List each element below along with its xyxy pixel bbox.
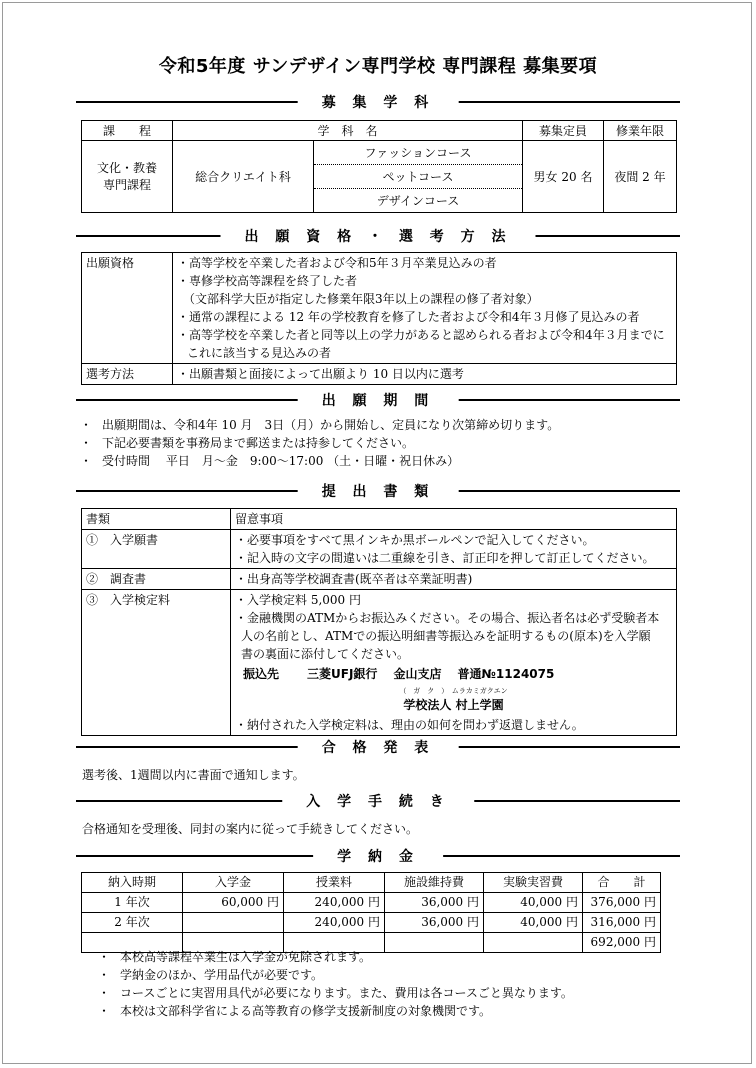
note-line: ・記入時の文字の間違いは二重線を引き、訂正印を押して訂正してください。 — [235, 551, 655, 565]
note-line: 書の裏面に添付してください。 — [241, 647, 410, 661]
section-header-documents — [76, 480, 680, 502]
section-title: 募 集 学 科 — [298, 92, 459, 112]
fee-cell: 40,000 円 — [484, 893, 583, 913]
fee-header: 施設維持費 — [385, 873, 484, 893]
fee-cell: 240,000 円 — [284, 893, 385, 913]
fee-cell: 60,000 円 — [183, 893, 284, 913]
select-text: ・出願書類と面接によって出願より 10 日以内に選考 — [173, 364, 677, 385]
list-item: ・ 出願期間は、令和4年 10 月 3日（月）から開始し、定員になり次第締め切ります。 — [80, 418, 560, 432]
qual-line: ・高等学校を卒業した者と同等以上の学力があると認められる者および令和4年３月までに — [177, 328, 665, 342]
header-notes: 留意事項 — [231, 509, 677, 530]
qual-line: ・専修学校高等課程を終了した者 — [177, 274, 358, 288]
list-item: ・ 本校高等課程卒業生は入学金が免除されます。 — [98, 950, 372, 964]
header-course: 課 程 — [82, 121, 173, 141]
note-line: ・入学検定料 5,000 円 — [235, 593, 361, 607]
page-title: 令和5年度 サンデザイン専門学校 専門課程 募集要項 — [158, 56, 598, 77]
section-title: 出 願 期 間 — [298, 390, 459, 410]
table-row — [82, 893, 661, 913]
list-item: ・ 本校は文部科学省による高等教育の修学支援新制度の対象機関です。 — [98, 1004, 492, 1018]
fee-header: 入学金 — [183, 873, 284, 893]
fee-header: 授業料 — [284, 873, 385, 893]
doc-notes — [231, 530, 677, 569]
select-label: 選考方法 — [82, 364, 173, 385]
documents-table — [81, 508, 677, 736]
fee-cell: 36,000 円 — [385, 913, 484, 933]
dept-name-cell: 総合クリエイト科 — [173, 141, 314, 213]
section-title: 入 学 手 続 き — [282, 791, 474, 811]
qualification-table — [81, 252, 677, 385]
table-row — [82, 913, 661, 933]
section-header-fees — [76, 845, 680, 867]
note-line: ・金融機関のATMからお振込みください。その場合、振込者名は必ず受験者本 — [235, 611, 660, 625]
list-item: ・ 学納金のほか、学用品代が必要です。 — [98, 968, 324, 982]
fee-cell — [183, 913, 284, 933]
fee-header: 合 計 — [583, 873, 661, 893]
enrollment-text: 合格通知を受理後、同封の案内に従って手続きしてください。 — [82, 822, 419, 836]
years-cell: 夜間 2 年 — [604, 141, 677, 213]
section-title: 出 願 資 格 ・ 選 考 方 法 — [221, 226, 536, 246]
header-years: 修業年限 — [604, 121, 677, 141]
fee-cell: 1 年次 — [82, 893, 183, 913]
bank-info: 振込先 三菱UFJ銀行 金山支店 普通№1124075 — [243, 667, 555, 681]
qual-line: ・通常の課程による 12 年の学校教育を修了した者および令和4年３月修了見込みの者 — [177, 310, 640, 324]
fee-header: 実験実習費 — [484, 873, 583, 893]
qual-label: 出願資格 — [82, 253, 173, 364]
fee-cell: 376,000 円 — [583, 893, 661, 913]
fee-cell: 692,000 円 — [583, 933, 661, 953]
fee-header: 納入時期 — [82, 873, 183, 893]
period-list — [80, 416, 559, 470]
fee-notes-list — [98, 948, 573, 1020]
fee-table — [81, 872, 661, 953]
subcourse-cell: ファッションコース — [314, 141, 523, 165]
qual-line: ・高等学校を卒業した者および令和5年３月卒業見込みの者 — [177, 256, 497, 270]
list-item: ・ コースごとに実習用具代が必要になります。また、費用は各コースごと異なります。 — [98, 986, 573, 1000]
doc-notes: ・出身高等学校調査書(既卒者は卒業証明書) — [231, 569, 677, 590]
result-text: 選考後、1週間以内に書面で通知します。 — [82, 768, 305, 782]
course-cell: 文化・教養 専門課程 — [82, 141, 173, 213]
qual-content — [173, 253, 677, 364]
doc-notes — [231, 590, 677, 736]
doc-name: ② 調査書 — [82, 569, 231, 590]
qual-line: （文部科学大臣が指定した修業年限3年以上の課程の修了者対象） — [183, 292, 539, 306]
note-line: 人の名前とし、ATMでの振込明細書等振込みを証明するもの(原本)を入学願 — [241, 629, 651, 643]
fee-cell: 36,000 円 — [385, 893, 484, 913]
doc-name: ① 入学願書 — [82, 530, 231, 569]
doc-name: ③ 入学検定料 — [82, 590, 231, 736]
list-item: ・ 下記必要書類を事務局まで郵送または持参してください。 — [80, 436, 415, 450]
subcourse-cell: デザインコース — [314, 189, 523, 213]
account-holder: 学校法人 村上学園 — [403, 698, 504, 712]
capacity-cell: 男女 20 名 — [523, 141, 604, 213]
note-line: ・必要事項をすべて黒インキか黒ボールペンで記入してください。 — [235, 533, 595, 547]
fee-cell: 240,000 円 — [284, 913, 385, 933]
fee-cell: 40,000 円 — [484, 913, 583, 933]
section-title: 提 出 書 類 — [298, 481, 459, 501]
qual-line: これに該当する見込みの者 — [187, 346, 332, 360]
list-item: ・ 受付時間 平日 月～金 9:00～17:00 （土・日曜・祝日休み） — [80, 454, 460, 468]
section-title: 学 納 金 — [313, 846, 443, 866]
dept-table — [81, 120, 677, 213]
fee-cell: 316,000 円 — [583, 913, 661, 933]
section-header-period — [76, 389, 680, 411]
section-title: 合 格 発 表 — [298, 737, 459, 757]
section-header-enrollment — [76, 790, 680, 812]
furigana: （ ガ ク ） ムラカミガクエン — [399, 687, 508, 695]
subcourse-cell: ペットコース — [314, 165, 523, 189]
fee-cell: 2 年次 — [82, 913, 183, 933]
note-line: ・納付された入学検定料は、理由の如何を問わず返還しません。 — [235, 718, 584, 732]
section-header-result — [76, 736, 680, 758]
header-dept: 学 科 名 — [173, 121, 523, 141]
header-capacity: 募集定員 — [523, 121, 604, 141]
section-header-qualification — [76, 225, 680, 247]
header-doc: 書類 — [82, 509, 231, 530]
section-header-boshu — [76, 91, 680, 113]
